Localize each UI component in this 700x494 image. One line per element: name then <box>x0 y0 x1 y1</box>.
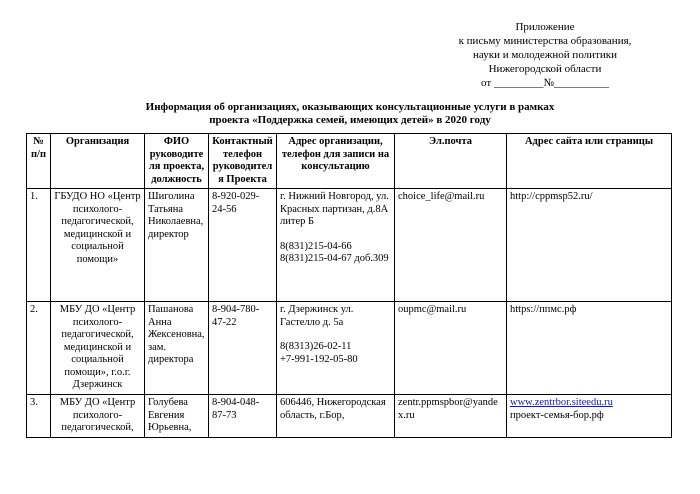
website-alt[interactable]: проект-семья-бор.рф <box>510 409 604 421</box>
header-head-name: ФИО руководителя проекта, должность <box>145 134 209 189</box>
address-phone: 8(8313)26-02-11 <box>280 341 352 352</box>
email-cell[interactable]: oupmc@mail.ru <box>395 302 507 395</box>
heading-line-1: Информация об организациях, оказывающих консультационные услуги в рамках <box>145 101 555 113</box>
table-header-row <box>27 134 672 189</box>
table-row <box>27 302 672 395</box>
email-cell[interactable]: zentr.ppmspbor@yandex.ru <box>395 395 507 438</box>
appendix-title: Приложение <box>515 21 575 33</box>
appendix-line-1: к письму министерства образования, <box>458 35 632 47</box>
website-cell[interactable]: https://ппмс.рф <box>507 302 672 395</box>
address-text: г. Дзержинск ул. Гастелло д. 5а <box>280 304 354 328</box>
appendix-reference: от _________№__________ <box>481 77 609 89</box>
header-organization: Организация <box>51 134 145 189</box>
website-link[interactable]: www.zentrbor.siteedu.ru <box>510 397 613 408</box>
head-cell: Шиголина Татьяна Николаевна, директор <box>145 189 209 302</box>
organization-cell: ГБУДО НО «Центр психолого-педагогической, медицинской и социальной помощи» <box>51 189 145 302</box>
organization-cell: МБУ ДО «Центр психолого-педагогической, <box>51 395 145 438</box>
address-cell: 606446, Нижегородская область, г.Бор, <box>277 395 395 438</box>
table-row <box>27 189 672 302</box>
address-phone: +7-991-192-05-80 <box>280 353 358 365</box>
row-number: 1. <box>27 189 51 302</box>
row-number: 3. <box>27 395 51 438</box>
header-email: Эл.почта <box>395 134 507 189</box>
appendix-block <box>420 20 670 90</box>
row-number: 2. <box>27 302 51 395</box>
appendix-line-2: науки и молодежной политики <box>473 49 617 61</box>
email-cell[interactable]: choice_life@mail.ru <box>395 189 507 302</box>
organization-cell: МБУ ДО «Центр психолого-педагогической, медицинской и социальной помощи», г.о.г. Дзержинск <box>51 302 145 395</box>
appendix-line-3: Нижегородской области <box>488 63 602 75</box>
address-text: г. Нижний Новгород, ул. Красных партизан, д.8А литер Б <box>280 191 389 227</box>
website-cell <box>507 395 672 438</box>
phone-cell: 8-920-029-24-56 <box>209 189 277 302</box>
heading-line-2: проекта «Поддержка семей, имеющих детей» в 2020 году <box>209 114 491 126</box>
head-cell: Голубева Евгения Юрьевна, <box>145 395 209 438</box>
header-number: № п/п <box>27 134 51 189</box>
header-address: Адрес организации, телефон для записи на консультацию <box>277 134 395 189</box>
address-cell <box>277 302 395 395</box>
head-cell: Пашанова Анна Жексеновна, зам. директора <box>145 302 209 395</box>
document-heading <box>60 101 640 127</box>
website-cell[interactable]: http://cppmsp52.ru/ <box>507 189 672 302</box>
organizations-table <box>26 133 672 438</box>
phone-cell: 8-904-780-47-22 <box>209 302 277 395</box>
address-phone: 8(831)215-04-66 <box>280 240 352 252</box>
header-website: Адрес сайта или страницы <box>507 134 672 189</box>
address-phone: 8(831)215-04-67 доб.309 <box>280 253 389 264</box>
table-row <box>27 395 672 438</box>
phone-cell: 8-904-048-87-73 <box>209 395 277 438</box>
header-contact-phone: Контактный телефон руководителя Проекта <box>209 134 277 189</box>
address-cell <box>277 189 395 302</box>
